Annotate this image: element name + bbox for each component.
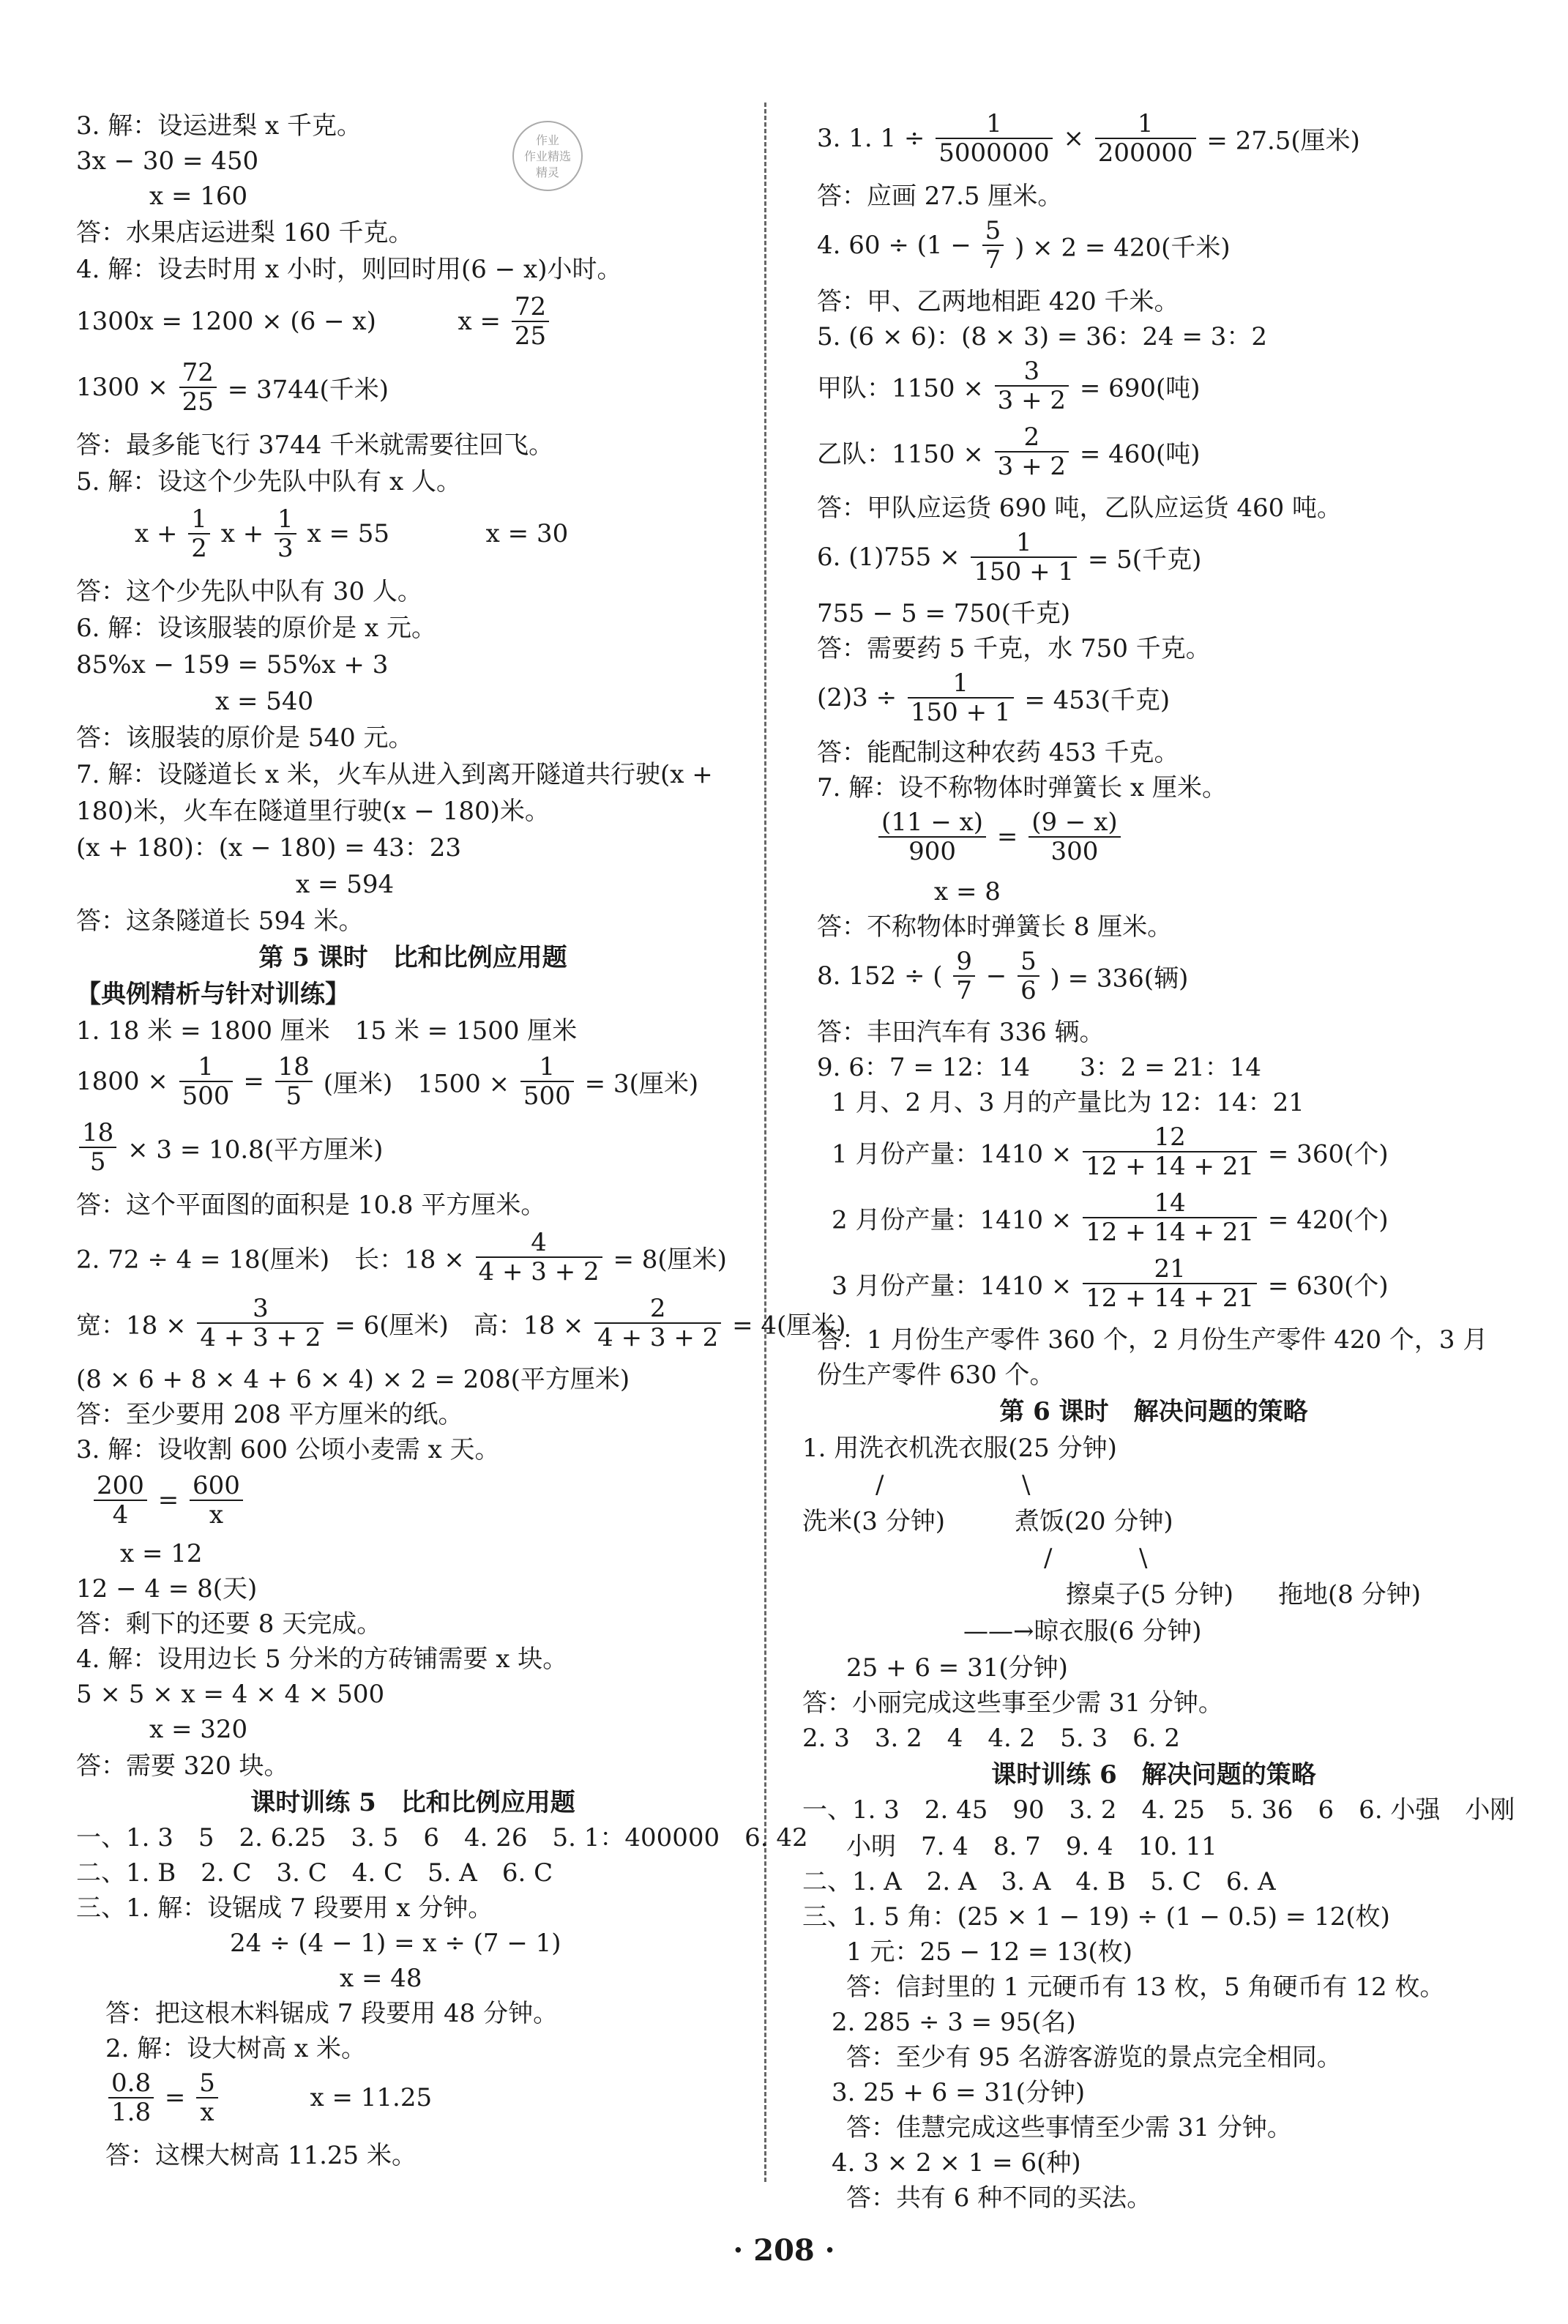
text-line: 三、1. 解：设锯成 7 段要用 x 分钟。 xyxy=(76,1893,493,1923)
equation-line: 4. 60 ÷ (1 − $\frac{5}{7}$ ) × 2 = 420(千米) xyxy=(817,216,1231,275)
text-line: 4. 解：设用边长 5 分米的方砖铺需要 x 块。 xyxy=(76,1645,568,1674)
text-line: x = 12 xyxy=(120,1539,203,1568)
text-line: 1. 用洗衣机洗衣服(25 分钟) xyxy=(802,1434,1117,1463)
watermark-stamp: 作业 作业精选 精灵 xyxy=(512,121,583,191)
text-line: 7. 解：设不称物体时弹簧长 x 厘米。 xyxy=(817,773,1228,802)
text-line: 一、1. 3 2. 45 90 3. 2 4. 25 5. 36 6 6. 小强 小刚 xyxy=(802,1795,1515,1825)
text-line: 一、1. 3 5 2. 6.25 3. 5 6 4. 26 5. 1：400000 6. 42 xyxy=(76,1823,808,1852)
text-line: 答：应画 27.5 厘米。 xyxy=(817,182,1063,211)
fraction: $\frac{72}{25}$ xyxy=(512,293,549,350)
text-line: 答：共有 6 种不同的买法。 xyxy=(846,2183,1152,2213)
equation-line: 3 月份产量：1410 × $\frac{21}{12 + 14 + 21}$ = 630(个) xyxy=(832,1254,1389,1313)
equation-line: 甲队：1150 × $\frac{3}{3 + 2}$ = 690(吨) xyxy=(817,357,1201,415)
fraction: $\frac{4}{4 + 3 + 2}$ xyxy=(476,1229,602,1286)
text-line: 洗米(3 分钟) xyxy=(802,1507,945,1536)
text-line: x = 540 xyxy=(215,687,314,716)
text-line: 3. 解：设运进梨 x 千克。 xyxy=(76,111,362,141)
fraction: $\frac{21}{12 + 14 + 21}$ xyxy=(1083,1255,1257,1312)
text-line: 5. 解：设这个少先队中队有 x 人。 xyxy=(76,467,462,496)
fraction: $\frac{5}{x}$ xyxy=(196,2069,218,2126)
text-line: 755 − 5 = 750(千克) xyxy=(817,599,1071,628)
text-line: 二、1. B 2. C 3. C 4. C 5. A 6. C xyxy=(76,1858,553,1888)
text-line: 5. (6 × 6)：(8 × 3) = 36：24 = 3：2 xyxy=(817,322,1268,351)
fraction: $\frac{600}{x}$ xyxy=(190,1472,243,1529)
text-line: 答：能配制这种农药 453 千克。 xyxy=(817,738,1179,767)
text-line: 1. 18 米 = 1800 厘米 15 米 = 1500 厘米 xyxy=(76,1016,578,1046)
diagram-branch: / xyxy=(876,1470,884,1500)
equation-line: 1300x = 1200 × (6 − x) x = $\frac{72}{25}$ xyxy=(76,293,552,350)
fraction: $\frac{1}{150 + 1}$ xyxy=(971,529,1077,586)
equation-line: 1 月份产量：1410 × $\frac{12}{12 + 14 + 21}$ = 360(个) xyxy=(832,1122,1389,1181)
equation-line: x + $\frac{1}{2}$ x + $\frac{1}{3}$ x = 55 x = 30 xyxy=(135,504,569,563)
equation-line: $\frac{18}{5}$ × 3 = 10.8(平方厘米) xyxy=(76,1119,383,1176)
text-line: 答：这条隧道长 594 米。 xyxy=(76,906,364,936)
text-line: 答：佳慧完成这些事情至少需 31 分钟。 xyxy=(846,2113,1292,2142)
equation-line: 乙队：1150 × $\frac{2}{3 + 2}$ = 460(吨) xyxy=(817,422,1201,481)
diagram-branch: / xyxy=(1044,1543,1053,1573)
text-line: 3x − 30 = 450 xyxy=(76,146,259,176)
equation-line: 2. 72 ÷ 4 = 18(厘米) 长：18 × $\frac{4}{4 + 3 + 2}$ = 8(厘米) xyxy=(76,1228,727,1286)
fraction: $\frac{1}{500}$ xyxy=(179,1053,233,1110)
text-line: 3. 25 + 6 = 31(分钟) xyxy=(832,2078,1086,2107)
equation-line: $\frac{200}{4}$ = $\frac{600}{x}$ xyxy=(91,1472,246,1529)
fraction: $\frac{1}{150 + 1}$ xyxy=(908,669,1014,726)
fraction: $\frac{12}{12 + 14 + 21}$ xyxy=(1083,1123,1257,1180)
text-line: 2. 解：设大树高 x 米。 xyxy=(105,2034,367,2063)
equation-line: 1300 × $\frac{72}{25}$ = 3744(千米) xyxy=(76,358,389,417)
text-line: 答：小丽完成这些事至少需 31 分钟。 xyxy=(802,1688,1223,1718)
equation-line: 3. 1. 1 ÷ $\frac{1}{5000000}$ × $\frac{1}{200000}$ = 27.5(厘米) xyxy=(817,109,1360,168)
fraction: $\frac{5}{6}$ xyxy=(1018,947,1039,1005)
text-line: (8 × 6 + 8 × 4 + 6 × 4) × 2 = 208(平方厘米) xyxy=(76,1365,630,1394)
fraction: $\frac{3}{4 + 3 + 2}$ xyxy=(197,1295,324,1352)
fraction: $\frac{14}{12 + 14 + 21}$ xyxy=(1083,1189,1257,1246)
text-line: 答：信封里的 1 元硬币有 13 枚，5 角硬币有 12 枚。 xyxy=(846,1973,1445,2002)
text-line: 答：需要药 5 千克，水 750 千克。 xyxy=(817,634,1211,663)
section-heading: 课时训练 5 比和比例应用题 xyxy=(250,1788,575,1817)
section-heading: 第 6 课时 解决问题的策略 xyxy=(999,1397,1308,1426)
equation-line: 6. (1)755 × $\frac{1}{150 + 1}$ = 5(千克) xyxy=(817,528,1202,586)
equation-line: 2 月份产量：1410 × $\frac{14}{12 + 14 + 21}$ = 420(个) xyxy=(832,1188,1389,1247)
equation-line: 宽：18 × $\frac{3}{4 + 3 + 2}$ = 6(厘米) 高：18 × $\frac{2}{4 + 3 + 2}$ = 4(厘米) xyxy=(76,1294,846,1352)
text-line: 6. 解：设该服装的原价是 x 元。 xyxy=(76,614,437,643)
text-line: x = 48 xyxy=(340,1964,422,1993)
equation-line: $\frac{(11 - x)}{900}$ = $\frac{(9 - x)}{300}$ xyxy=(876,808,1124,865)
text-line: 擦桌子(5 分钟) xyxy=(1066,1580,1233,1609)
equation-line: $\frac{0.8}{1.8}$ = $\frac{5}{x}$ x = 11.25 xyxy=(105,2069,432,2126)
text-line: 三、1. 5 角：(25 × 1 − 19) ÷ (1 − 0.5) = 12(枚) xyxy=(802,1902,1390,1932)
text-line: 25 + 6 = 31(分钟) xyxy=(846,1653,1068,1683)
text-line: 答：把这根木料锯成 7 段要用 48 分钟。 xyxy=(105,1999,559,2028)
equation-line: 1800 × $\frac{1}{500}$ = $\frac{18}{5}$ (厘米) 1500 × $\frac{1}{500}$ = 3(厘米) xyxy=(76,1052,699,1111)
text-line: 答：这个平面图的面积是 10.8 平方厘米。 xyxy=(76,1191,546,1220)
text-line: 二、1. A 2. A 3. A 4. B 5. C 6. A xyxy=(802,1867,1276,1896)
text-line: 12 − 4 = 8(天) xyxy=(76,1574,258,1604)
text-line: 答：最多能飞行 3744 千米就需要往回飞。 xyxy=(76,431,554,460)
text-line: 3. 解：设收割 600 公顷小麦需 x 天。 xyxy=(76,1435,500,1464)
text-line: 答：该服装的原价是 540 元。 xyxy=(76,723,414,753)
text-line: 煮饭(20 分钟) xyxy=(1015,1507,1173,1536)
section-heading: 课时训练 6 解决问题的策略 xyxy=(991,1760,1316,1789)
fraction: $\frac{200}{4}$ xyxy=(94,1472,147,1529)
text-line: 24 ÷ (4 − 1) = x ÷ (7 − 1) xyxy=(230,1929,561,1958)
text-line: 答：丰田汽车有 336 辆。 xyxy=(817,1018,1105,1047)
text-line: 答：1 月份生产零件 360 个，2 月份生产零件 420 个，3 月 xyxy=(817,1325,1488,1355)
subsection-heading: 【典例精析与针对训练】 xyxy=(76,980,350,1009)
text-line: 1 月、2 月、3 月的产量比为 12：14：21 xyxy=(832,1088,1304,1117)
text-line: 答：需要 320 块。 xyxy=(76,1751,289,1781)
text-line: 9. 6：7 = 12：14 3：2 = 21：14 xyxy=(817,1053,1262,1082)
text-line: 4. 解：设去时用 x 小时，则回时用(6 − x)小时。 xyxy=(76,255,622,284)
text-line: 份生产零件 630 个。 xyxy=(817,1360,1055,1390)
text-line: ——→晾衣服(6 分钟) xyxy=(963,1617,1202,1646)
section-heading: 第 5 课时 比和比例应用题 xyxy=(258,943,567,972)
text-line: 答：水果店运进梨 160 千克。 xyxy=(76,218,414,247)
text-line: x = 320 xyxy=(149,1715,248,1744)
fraction: $\frac{2}{4 + 3 + 2}$ xyxy=(594,1295,721,1352)
text-line: 拖地(8 分钟) xyxy=(1278,1580,1421,1609)
column-divider xyxy=(764,103,766,2182)
diagram-branch: \ xyxy=(1139,1543,1148,1573)
fraction: $\frac{(11 - x)}{900}$ xyxy=(878,808,986,865)
diagram-branch: \ xyxy=(1022,1470,1031,1500)
text-line: 答：至少要用 208 平方厘米的纸。 xyxy=(76,1400,463,1429)
text-line: 5 × 5 × x = 4 × 4 × 500 xyxy=(76,1680,385,1709)
fraction: $\frac{1}{2}$ xyxy=(188,505,210,562)
fraction: $\frac{1}{500}$ xyxy=(520,1053,574,1110)
text-line: 7. 解：设隧道长 x 米，火车从进入到离开隧道共行驶(x + xyxy=(76,760,713,789)
equation-line: (2)3 ÷ $\frac{1}{150 + 1}$ = 453(千克) xyxy=(817,668,1171,727)
text-line: 答：不称物体时弹簧长 8 厘米。 xyxy=(817,912,1173,942)
text-line: x = 594 xyxy=(296,870,395,899)
fraction: $\frac{1}{200000}$ xyxy=(1095,110,1196,167)
text-line: 1 元：25 − 12 = 13(枚) xyxy=(846,1937,1132,1967)
text-line: 答：这棵大树高 11.25 米。 xyxy=(105,2141,417,2170)
fraction: $\frac{18}{5}$ xyxy=(79,1119,116,1176)
fraction: $\frac{0.8}{1.8}$ xyxy=(108,2069,154,2126)
fraction: $\frac{2}{3 + 2}$ xyxy=(995,423,1069,480)
fraction: $\frac{5}{7}$ xyxy=(982,217,1004,274)
text-line: 答：至少有 95 名游客游览的景点完全相同。 xyxy=(846,2043,1342,2072)
fraction: $\frac{1}{3}$ xyxy=(275,505,296,562)
text-line: 85%x − 159 = 55%x + 3 xyxy=(76,650,389,679)
text-line: 2. 285 ÷ 3 = 95(名) xyxy=(832,2008,1076,2037)
text-line: 小明 7. 4 8. 7 9. 4 10. 11 xyxy=(846,1832,1217,1861)
text-line: x = 8 xyxy=(934,877,1001,906)
fraction: $\frac{72}{25}$ xyxy=(179,359,217,416)
text-line: 答：甲队应运货 690 吨，乙队应运货 460 吨。 xyxy=(817,494,1343,523)
equation-line: 8. 152 ÷ ( $\frac{9}{7}$ − $\frac{5}{6}$ ) = 336(辆) xyxy=(817,947,1189,1005)
text-line: 180)米，火车在隧道里行驶(x − 180)米。 xyxy=(76,797,550,826)
text-line: 答：这个少先队中队有 30 人。 xyxy=(76,577,422,606)
text-line: 2. 3 3. 2 4 4. 2 5. 3 6. 2 xyxy=(802,1724,1181,1753)
fraction: $\frac{9}{7}$ xyxy=(953,947,975,1005)
text-line: 4. 3 × 2 × 1 = 6(种) xyxy=(832,2148,1081,2178)
fraction: $\frac{(9 - x)}{300}$ xyxy=(1028,808,1120,865)
text-line: 答：甲、乙两地相距 420 千米。 xyxy=(817,287,1179,316)
fraction: $\frac{1}{5000000}$ xyxy=(936,110,1052,167)
fraction: $\frac{3}{3 + 2}$ xyxy=(995,357,1069,414)
text-line: 答：剩下的还要 8 天完成。 xyxy=(76,1609,382,1639)
page-number: · 208 · xyxy=(733,2233,835,2268)
text-line: x = 160 xyxy=(149,182,248,211)
fraction: $\frac{18}{5}$ xyxy=(275,1053,313,1110)
text-line: (x + 180)：(x − 180) = 43：23 xyxy=(76,833,462,863)
